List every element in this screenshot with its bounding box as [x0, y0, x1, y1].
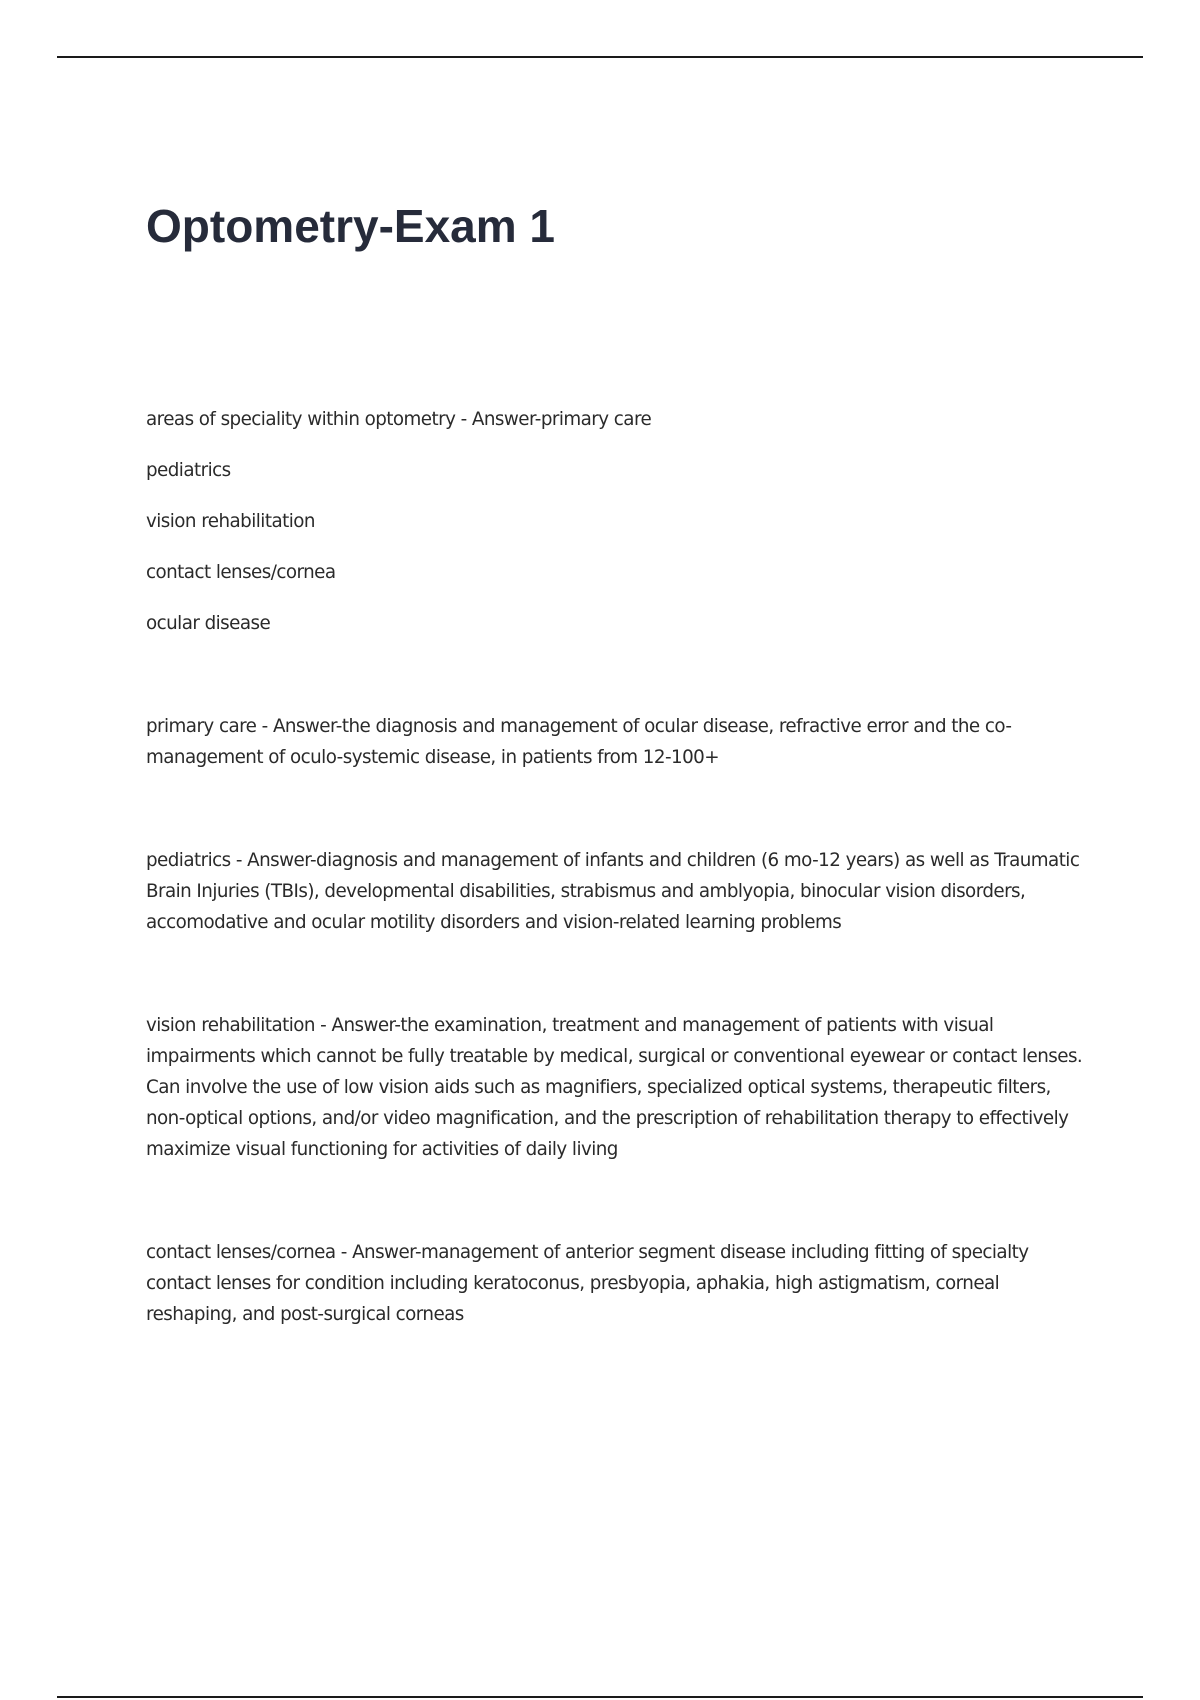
entry-contact-lenses-cornea: contact lenses/cornea - Answer-management of anterior segment disease including fitting of specialty contact lenses for condition including keratoconus, presbyopia, aphakia, high astigmatism, corneal reshaping, and post-surgical corneas — [146, 1242, 1029, 1325]
intro-line: contact lenses/cornea — [146, 562, 336, 583]
top-rule — [57, 56, 1143, 58]
intro-line: ocular disease — [146, 613, 271, 634]
document-body — [146, 404, 1091, 1330]
entry-vision-rehabilitation: vision rehabilitation - Answer-the examination, treatment and management of patients with visual impairments which cannot be fully treatable by medical, surgical or conventional eyewear or contact lenses. Can involve the use of low vision aids such as magnifiers, specialized optical systems, therapeutic filters, non-optical options, and/or video magnification, and the prescription of rehabilitation therapy to effectively maximize visual functioning for activities of daily living — [146, 1015, 1083, 1160]
intro-line: pediatrics — [146, 460, 231, 481]
entry-pediatrics: pediatrics - Answer-diagnosis and management of infants and children (6 mo-12 years) as well as Traumatic Brain Injuries (TBIs), developmental disabilities, strabismus and amblyopia, binocular vision disorders, accomodative and ocular motility disorders and vision-related learning problems — [146, 850, 1080, 933]
entry-primary-care: primary care - Answer-the diagnosis and management of ocular disease, refractive error and the co-management of oculo-systemic disease, in patients from 12-100+ — [146, 716, 1012, 768]
page-title: Optometry-Exam 1 — [146, 200, 556, 252]
intro-line: vision rehabilitation — [146, 511, 315, 532]
bottom-rule — [57, 1696, 1143, 1698]
intro-line: areas of speciality within optometry - Answer-primary care — [146, 409, 652, 430]
